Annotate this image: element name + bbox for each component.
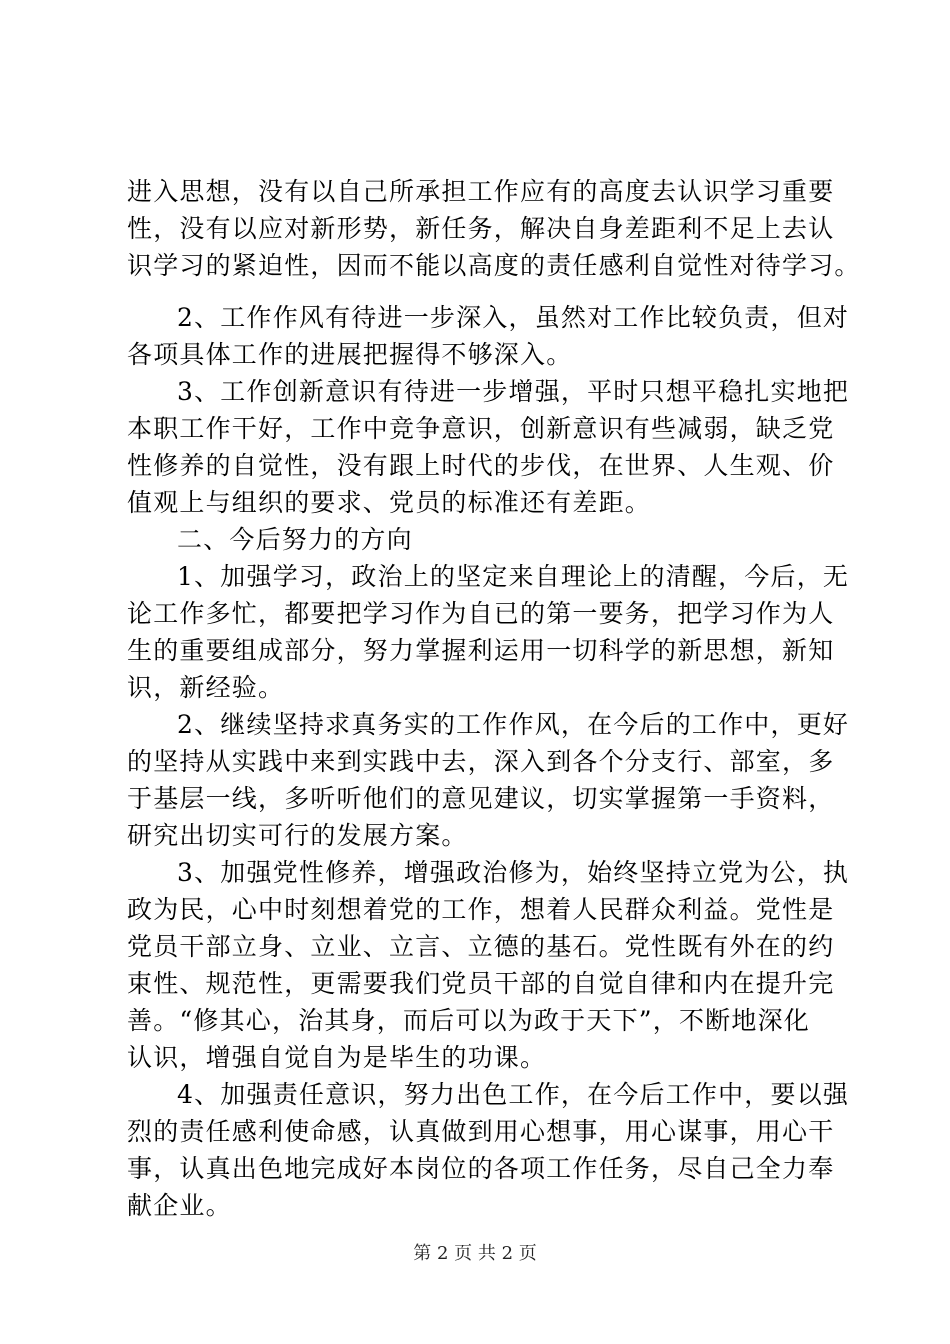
text-line: 性，没有以应对新形势，新任务，解决自身差距利不足上去认 — [127, 214, 835, 243]
text-line: 4、加强责任意识，努力出色工作，在今后工作中，要以强 — [177, 1080, 850, 1109]
text-line: 于基层一线，多听听他们的意见建议，切实掌握第一手资料， — [127, 784, 835, 813]
text-line: 性修养的自觉性，没有跟上时代的步伐，在世界、人生观、价 — [127, 451, 835, 480]
text-line: 1、加强学习，政治上的坚定来自理论上的清醒，今后，无 — [177, 562, 850, 591]
text-line: 2、继续坚持求真务实的工作作风，在今后的工作中，更好 — [177, 710, 850, 739]
page-number-footer: 第 2 页 共 2 页 — [413, 1243, 537, 1264]
text-line: 3、工作创新意识有待进一步增强，平时只想平稳扎实地把 — [177, 377, 850, 406]
text-line: 生的重要组成部分，努力掌握利运用一切科学的新思想，新知 — [127, 636, 835, 665]
text-line: 束性、规范性，更需要我们党员干部的自觉自律和内在提升完 — [127, 969, 835, 998]
text-line: 值观上与组织的要求、党员的标准还有差距。 — [127, 488, 652, 517]
text-line: 3、加强党性修养，增强政治修为，始终坚持立党为公，执 — [177, 858, 850, 887]
text-line: 政为民，心中时刻想着党的工作，想着人民群众利益。党性是 — [127, 895, 835, 924]
text-line: 2、工作作风有待进一步深入，虽然对工作比较负责，但对 — [177, 303, 850, 332]
text-line: 进入思想，没有以自己所承担工作应有的高度去认识学习重要 — [127, 177, 835, 206]
text-line: 善。“修其心，治其身，而后可以为政于天下”，不断地深化 — [127, 1006, 810, 1035]
text-line: 识，新经验。 — [127, 673, 285, 702]
text-line: 烈的责任感利使命感，认真做到用心想事，用心谋事，用心干 — [127, 1117, 835, 1146]
text-line: 识学习的紧迫性，因而不能以高度的责任感利自觉性对待学习。 — [127, 251, 861, 280]
text-line: 事，认真出色地完成好本岗位的各项工作任务，尽自己全力奉 — [127, 1154, 835, 1183]
text-line: 研究出切实可行的发展方案。 — [127, 821, 468, 850]
section-heading: 二、今后努力的方向 — [177, 525, 413, 554]
text-line: 献企业。 — [127, 1191, 232, 1220]
text-line: 的坚持从实践中来到实践中去，深入到各个分支行、部室，多 — [127, 747, 835, 776]
text-line: 党员干部立身、立业、立言、立德的基石。党性既有外在的约 — [127, 932, 835, 961]
text-line: 论工作多忙，都要把学习作为自已的第一要务，把学习作为人 — [127, 599, 835, 628]
text-line: 认识，增强自觉自为是毕生的功课。 — [127, 1043, 547, 1072]
text-line: 各项具体工作的进展把握得不够深入。 — [127, 340, 573, 369]
text-line: 本职工作干好，工作中竞争意识，创新意识有些减弱，缺乏党 — [127, 414, 835, 443]
